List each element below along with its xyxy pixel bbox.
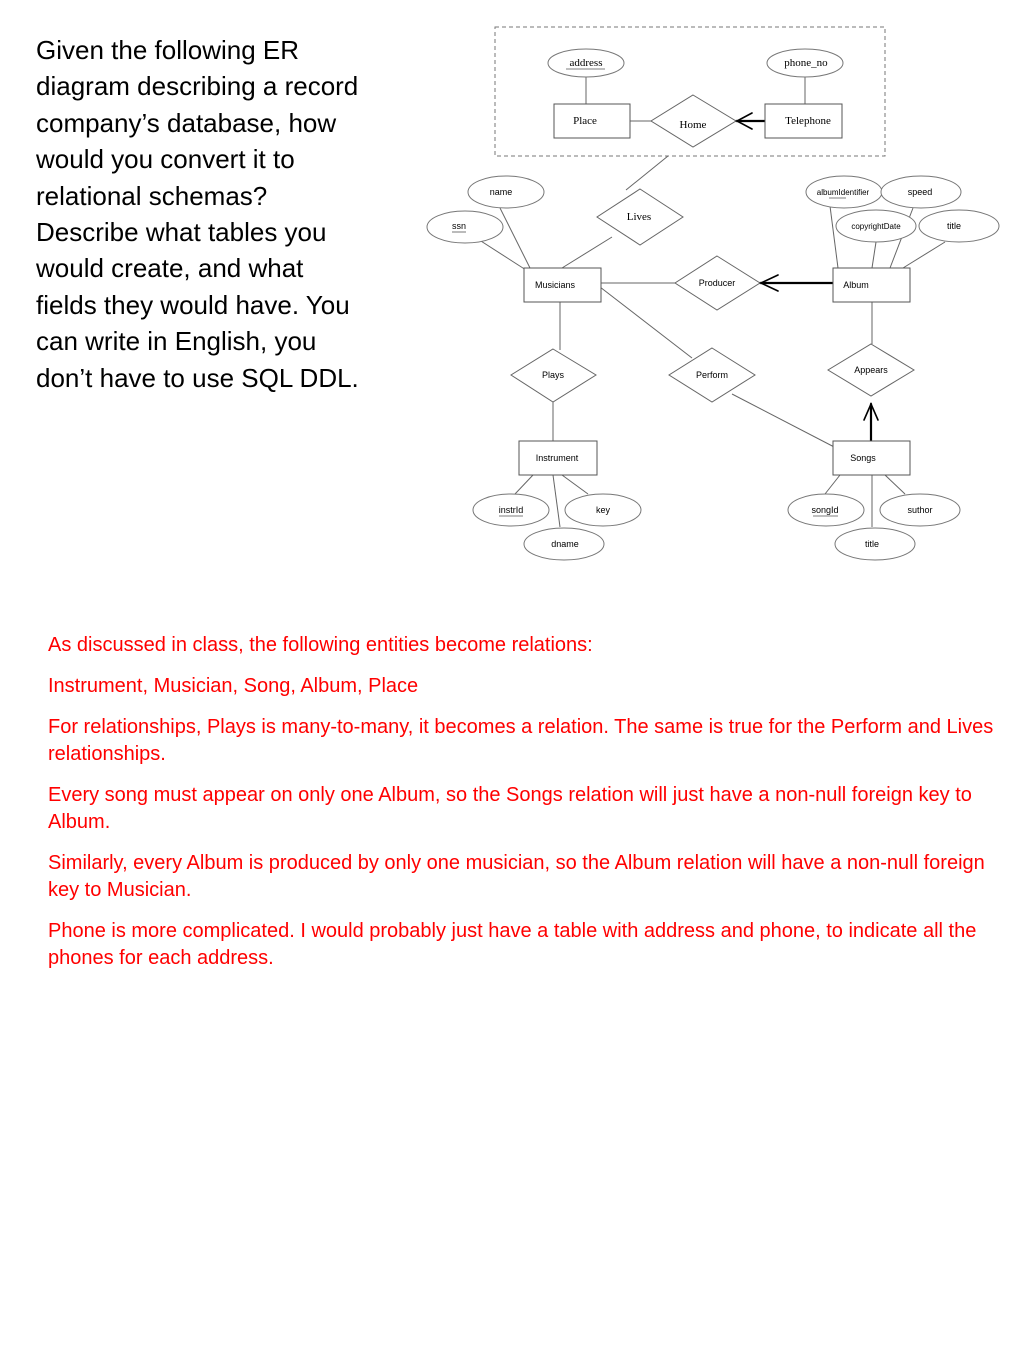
relationship-home-label: Home xyxy=(679,119,707,131)
relationship-appears-label: Appears xyxy=(854,365,888,375)
relationship-producer-label: Producer xyxy=(698,278,736,288)
answer-paragraph: For relationships, Plays is many-to-many, it becomes a relation. The same is true for the Perform and Lives relationships. xyxy=(48,716,994,765)
relationship-perform-label: Perform xyxy=(695,370,729,380)
entity-instrument-label: Instrument xyxy=(535,453,579,463)
answer-section xyxy=(48,632,1008,986)
attribute-song-title-label: title xyxy=(864,539,880,549)
answer-paragraph: Instrument, Musician, Song, Album, Place xyxy=(48,675,419,697)
entity-musicians-label: Musicians xyxy=(534,280,576,290)
er-diagram xyxy=(0,0,1024,580)
relationship-lives-label: Lives xyxy=(626,211,652,223)
entity-songs-label: Songs xyxy=(850,453,876,463)
attribute-album-title-label: title xyxy=(946,221,962,231)
attribute-suthor-label: suthor xyxy=(907,505,933,515)
attribute-speed-label: speed xyxy=(907,187,933,197)
answer-paragraph: As discussed in class, the following entities become relations: xyxy=(48,634,593,656)
attribute-key-label: key xyxy=(595,505,611,515)
attribute-address-label: address xyxy=(569,57,603,69)
attribute-dname-label: dname xyxy=(551,539,579,549)
attribute-album-identifier-label: albumIdentifier xyxy=(816,188,870,197)
attribute-instr-id-label: instrId xyxy=(498,505,524,515)
entity-telephone-label: Telephone xyxy=(785,115,831,127)
attribute-copyright-date-label: copyrightDate xyxy=(851,222,901,231)
question-text: Given the following ER diagram describing a record company’s database, how would you convert it to relational schemas? Describe what tables you would create, and what fields they would have. You can write in English, you don’t have to use SQL DDL. xyxy=(36,35,359,393)
attribute-ssn-label: ssn xyxy=(451,221,467,231)
attribute-name-label: name xyxy=(489,187,513,197)
attribute-phone-no-label: phone_no xyxy=(784,57,828,69)
answer-paragraph: Every song must appear on only one Album, so the Songs relation will just have a non-null foreign key to Album. xyxy=(48,784,972,833)
entity-album-label: Album xyxy=(843,280,869,290)
entity-place-label: Place xyxy=(573,115,597,127)
relationship-plays-label: Plays xyxy=(541,370,565,380)
attribute-song-id-label: songId xyxy=(811,505,839,515)
answer-paragraph: Similarly, every Album is produced by only one musician, so the Album relation will have a non-null foreign key to Musician. xyxy=(48,852,985,901)
answer-paragraph: Phone is more complicated. I would probably just have a table with address and phone, to indicate all the phones for each address. xyxy=(48,920,977,969)
